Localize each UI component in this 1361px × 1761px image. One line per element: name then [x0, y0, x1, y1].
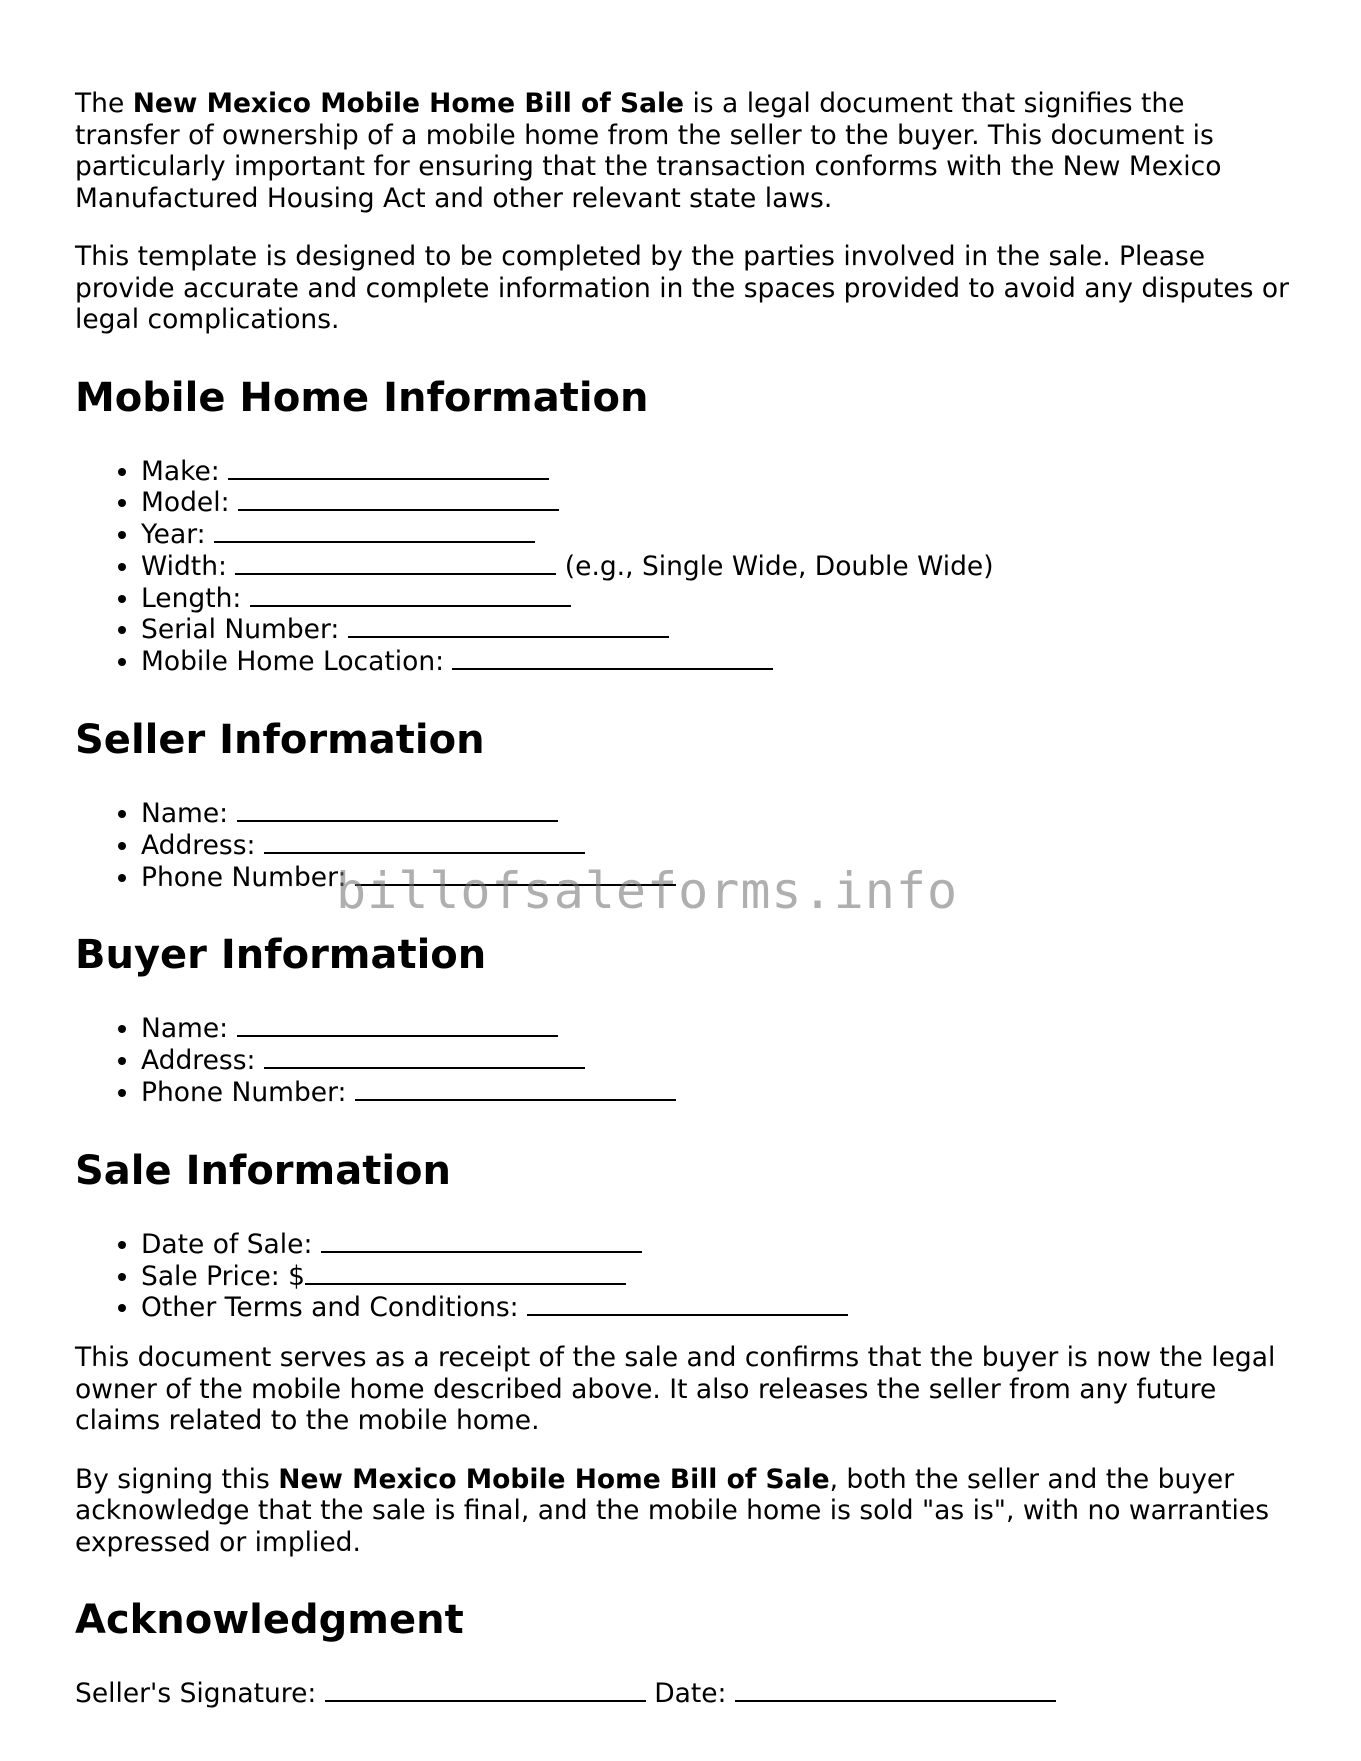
- seller-address-blank[interactable]: [264, 830, 585, 854]
- intro-text: is a legal document that signifies the transfer of ownership of a mobile home from the seller to the buyer. This document is particularly important for ensuring that the transaction conforms with the New Mexico Manufactured Housing Act and other relevant state laws.: [75, 88, 1222, 214]
- buyer-phone: [141, 1077, 1295, 1109]
- field-label: Sale Price: $: [141, 1260, 306, 1292]
- buyer-address: [141, 1045, 1295, 1077]
- sale-price: [141, 1261, 1295, 1293]
- sale-terms-blank[interactable]: [527, 1292, 848, 1316]
- field-width: [141, 551, 1295, 583]
- field-label: Other Terms and Conditions:: [141, 1292, 519, 1324]
- buyer-heading: Buyer Information: [75, 932, 487, 979]
- closing-paragraph-2: [75, 1464, 1295, 1559]
- signature-date-blank[interactable]: [735, 1678, 1056, 1702]
- field-label: Mobile Home Location:: [141, 646, 445, 678]
- signature-date-label: Date:: [654, 1678, 727, 1710]
- field-label: Width:: [141, 550, 227, 582]
- field-label: Year:: [141, 519, 206, 551]
- intro-text: The: [75, 88, 133, 119]
- field-label: Phone Number:: [141, 861, 347, 893]
- buyer-fields: [75, 1013, 1295, 1108]
- make-blank[interactable]: [228, 456, 549, 480]
- field-year: [141, 519, 1295, 551]
- closing-paragraph-1: This document serves as a receipt of the sale and confirms that the buyer is now the legal owner of the mobile home described above. It also releases the seller from any future claims related to the mobile home.: [75, 1342, 1276, 1437]
- field-serial: [141, 614, 1295, 646]
- field-label: Address:: [141, 829, 256, 861]
- mobile-home-fields: [75, 456, 1295, 679]
- sale-terms: [141, 1292, 1295, 1324]
- year-blank[interactable]: [214, 519, 535, 543]
- seller-address: [141, 830, 1295, 862]
- width-blank[interactable]: [235, 551, 556, 575]
- field-label: Date of Sale:: [141, 1228, 313, 1260]
- acknowledgment-heading: Acknowledgment: [75, 1597, 464, 1644]
- field-label: Address:: [141, 1045, 256, 1077]
- signature-line: [75, 1678, 1295, 1710]
- field-label: Model:: [141, 487, 230, 519]
- field-label: Make:: [141, 455, 220, 487]
- buyer-address-blank[interactable]: [264, 1045, 585, 1069]
- seller-name: [141, 798, 1295, 830]
- field-make: [141, 456, 1295, 488]
- seller-signature-label: Seller's Signature:: [75, 1678, 317, 1710]
- seller-signature-blank[interactable]: [325, 1678, 646, 1702]
- length-blank[interactable]: [250, 583, 571, 607]
- closing-text: By signing this: [75, 1463, 279, 1495]
- width-hint: (e.g., Single Wide, Double Wide): [564, 550, 994, 582]
- field-label: Name:: [141, 1013, 229, 1045]
- field-label: Name:: [141, 798, 229, 830]
- serial-blank[interactable]: [348, 614, 669, 638]
- closing-text: , both the seller and the buyer acknowledge that the sale is final, and the mobile home is sold "as is", with no warranties expressed or implied.: [75, 1463, 1270, 1558]
- field-model: [141, 487, 1295, 519]
- field-label: Serial Number:: [141, 614, 340, 646]
- model-blank[interactable]: [238, 487, 559, 511]
- seller-heading: Seller Information: [75, 717, 485, 764]
- intro-paragraph-1: [75, 88, 1295, 214]
- document-title-bold: New Mexico Mobile Home Bill of Sale: [278, 1463, 830, 1495]
- sale-fields: [75, 1229, 1295, 1324]
- sale-heading: Sale Information: [75, 1147, 451, 1194]
- watermark: billofsaleforms.info: [336, 862, 959, 920]
- sale-date-blank[interactable]: [321, 1229, 642, 1253]
- field-label: Phone Number:: [141, 1077, 347, 1109]
- sale-date: [141, 1229, 1295, 1261]
- sale-price-blank[interactable]: [305, 1261, 626, 1285]
- field-location: [141, 646, 1295, 678]
- mobile-home-heading: Mobile Home Information: [75, 374, 649, 421]
- intro-paragraph-2: This template is designed to be completed by the parties involved in the sale. Please provide accurate and complete information in the spaces provided to avoid any disputes or legal complications.: [75, 241, 1289, 335]
- seller-name-blank[interactable]: [237, 798, 558, 822]
- field-length: [141, 583, 1295, 615]
- buyer-name-blank[interactable]: [237, 1013, 558, 1037]
- field-label: Length:: [141, 582, 242, 614]
- document-title-bold: New Mexico Mobile Home Bill of Sale: [132, 88, 685, 119]
- buyer-phone-blank[interactable]: [355, 1077, 676, 1101]
- location-blank[interactable]: [452, 646, 773, 670]
- buyer-name: [141, 1013, 1295, 1045]
